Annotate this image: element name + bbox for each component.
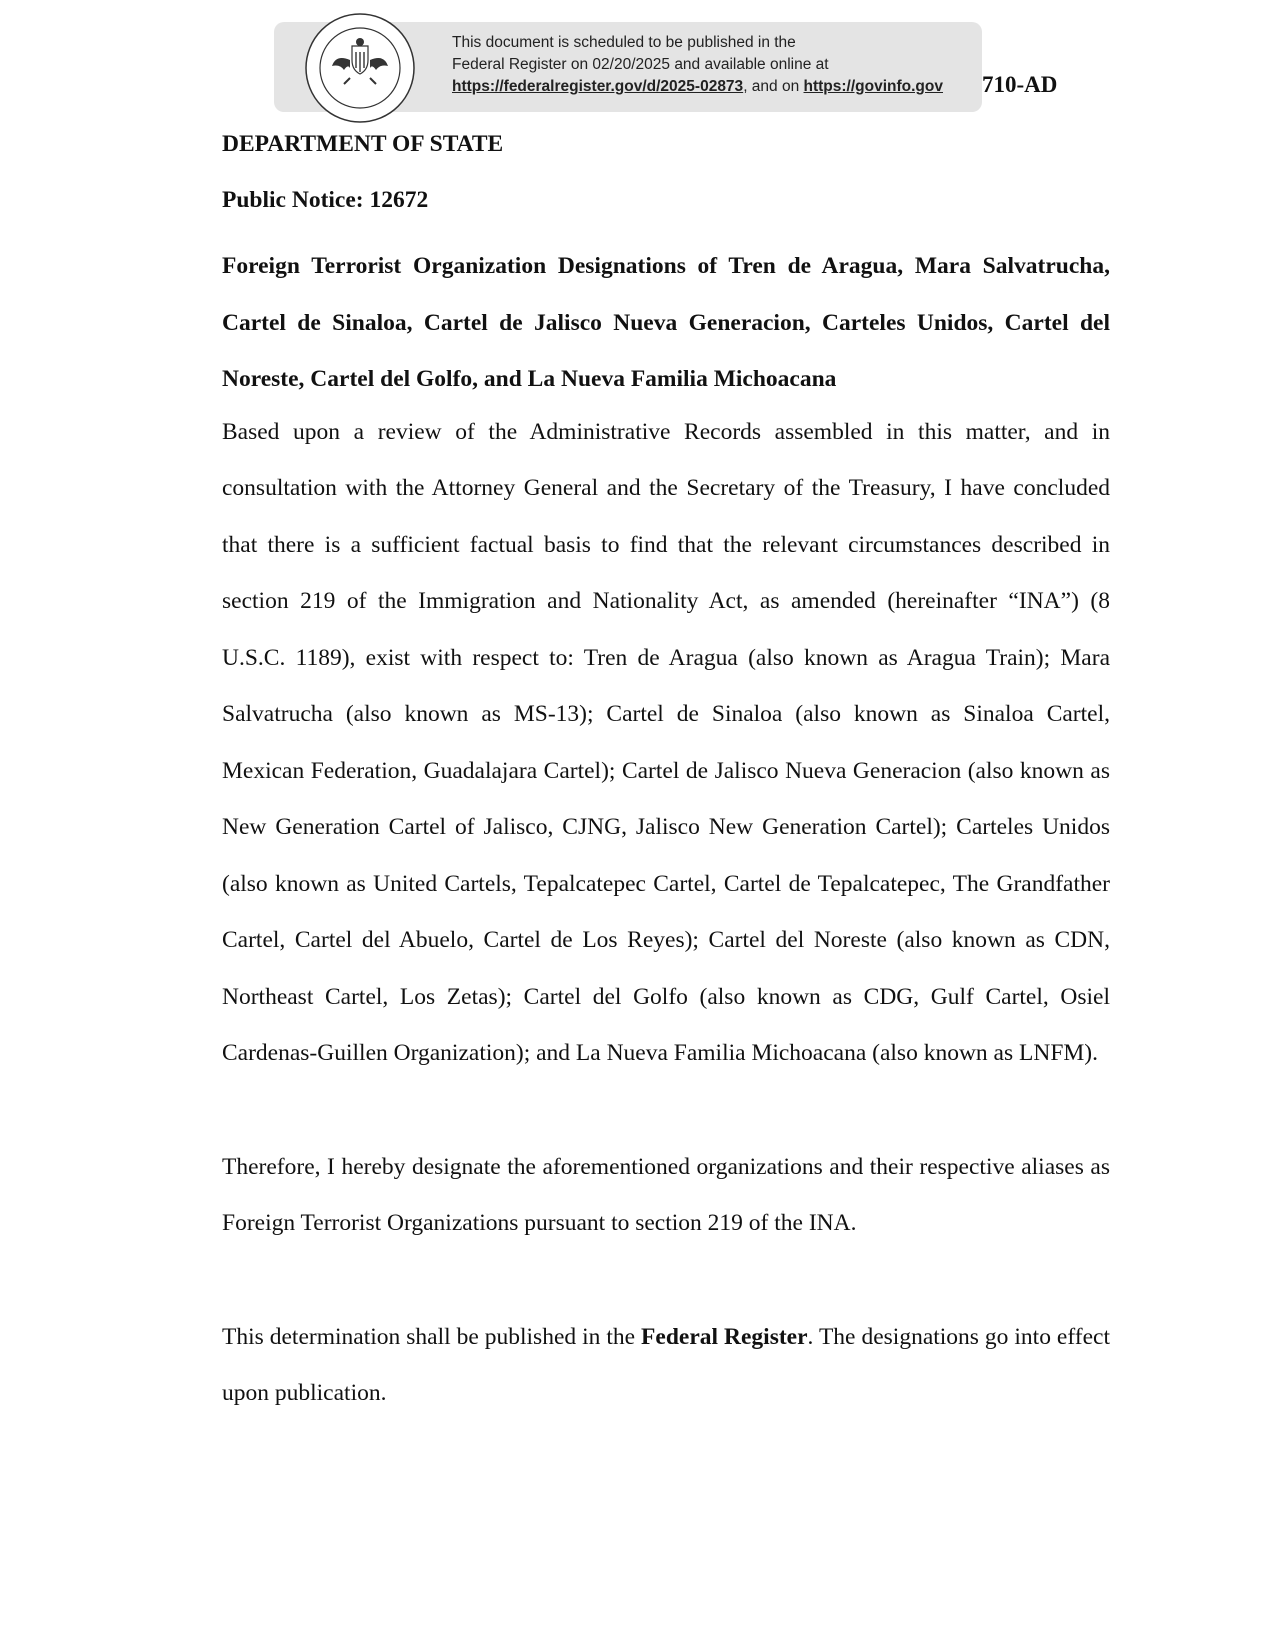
govinfo-link[interactable]: https://govinfo.gov xyxy=(803,78,943,95)
document-body xyxy=(222,124,1110,1422)
banner-line-3 xyxy=(452,76,992,98)
agency-heading: DEPARTMENT OF STATE xyxy=(222,131,504,157)
federal-register-link[interactable]: https://federalregister.gov/d/2025-02873 xyxy=(452,78,744,95)
paragraph-publication xyxy=(222,1309,1110,1422)
publication-text-after: . The designations go into effect upon publication. xyxy=(222,1323,1110,1406)
publication-notice xyxy=(452,32,992,98)
banner-line-1: This document is scheduled to be published in the xyxy=(452,34,796,51)
document-title: Foreign Terrorist Organization Designations of Tren de Aragua, Mara Salvatrucha, Cartel de Sinaloa, Cartel de Jalisco Nueva Generacion, Carteles Unidos, Cartel del Noreste, Cartel del Golfo, and La Nueva Familia Michoacana xyxy=(222,253,1110,392)
paragraph-designation: Therefore, I hereby designate the aforementioned organizations and their respective aliases as Foreign Terrorist Organizations pursuant to section 219 of the INA. xyxy=(222,1153,1110,1236)
national-archives-seal-icon xyxy=(304,12,416,124)
banner-connector: , and on xyxy=(743,78,804,95)
billing-code: 710-AD xyxy=(982,72,1058,97)
public-notice-number: Public Notice: 12672 xyxy=(222,187,429,213)
publication-text-before: This determination shall be published in the xyxy=(222,1323,642,1350)
paragraph-determination: Based upon a review of the Administrative Records assembled in this matter, and in consultation with the Attorney General and the Secretary of the Treasury, I have concluded that there is a sufficient factual basis to find that the relevant circumstances described in section 219 of the Immigration and Nationality Act, as amended (hereinafter “INA”) (8 U.S.C. 1189), exist with respect to: Tren de Aragua (also known as Aragua Train); Mara Salvatrucha (also known as MS-13); Cartel de Sinaloa (also known as Sinaloa Cartel, Mexican Federation, Guadalajara Cartel); Cartel de Jalisco Nueva Generacion (also known as New Generation Cartel of Jalisco, CJNG, Jalisco New Generation Cartel); Carteles Unidos (also known as United Cartels, Tepalcatepec Cartel, Cartel de Tepalcatepec, The Grandfather Cartel, Cartel del Abuelo, Cartel de Los Reyes); Cartel del Noreste (also known as CDN, Northeast Cartel, Los Zetas); Cartel del Golfo (also known as CDG, Gulf Cartel, Osiel Cardenas-Guillen Organization); and La Nueva Familia Michoacana (also known as LNFM). xyxy=(222,418,1110,1066)
banner-line-2: Federal Register on 02/20/2025 and available online at xyxy=(452,56,829,73)
federal-register-emphasis: Federal Register xyxy=(641,1323,808,1350)
